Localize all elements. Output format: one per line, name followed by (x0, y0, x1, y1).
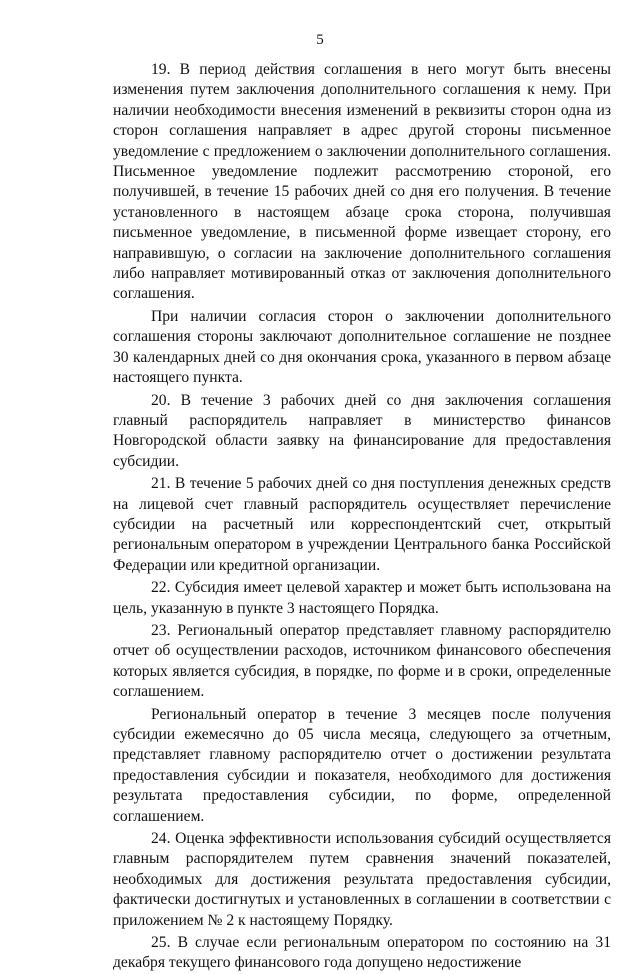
paragraph-19-continuation: При наличии согласия сторон о заключении дополнительного соглашения стороны заключают дополнительное соглашение не позднее 30 календарных дней со дня окончания срока, указанного в первом абзаце настоящего пункта. (113, 307, 611, 387)
paragraph-19: 19. В период действия соглашения в него могут быть внесены изменения путем заключения дополнительного соглашения к нему. При наличии необходимости внесения изменений в реквизиты сторон одна из сторон соглашения направляет в адрес другой стороны письменное уведомление с предложением о заключении дополнительного соглашения. Письменное уведомление подлежит рассмотрению стороной, его получившей, в течение 15 рабочих дней со дня его получения. В течение установленного в настоящем абзаце срока сторона, получившая письменное уведомление, в письменной форме извещает сторону, его направившую, о согласии на заключение дополнительного соглашения либо направляет мотивированный отказ от заключения дополнительного соглашения. (113, 61, 611, 303)
paragraph-24: 24. Оценка эффективности использования субсидий осуществляется главным распорядителем путем сравнения значений показателей, необходимых для достижения результата предоставления субсидии, фактически достигнутых и установленных в соглашении в соответствии с приложением № 2 к настоящему Порядку. (113, 830, 611, 929)
paragraph-21: 21. В течение 5 рабочих дней со дня поступления денежных средств на лицевой счет главный распорядитель осуществляет перечисление субсидии на расчетный или корреспондентский счет, открытый региональным оператором в учреждении Центрального банка Российской Федерации или кредитной организации. (113, 475, 611, 574)
document-body (113, 60, 611, 974)
paragraph-25: 25. В случае если региональным оператором по состоянию на 31 декабря текущего финансового года допущено недостижение (113, 934, 611, 972)
paragraph-22: 22. Субсидия имеет целевой характер и может быть использована на цель, указанную в пункте 3 настоящего Порядка. (113, 579, 611, 617)
paragraph-23: 23. Региональный оператор представляет главному распорядителю отчет об осуществлении расходов, источником финансового обеспечения которых является субсидия, в порядке, по форме и в сроки, определенные соглашением. (113, 621, 611, 701)
page-number: 5 (316, 32, 324, 48)
paragraph-23-continuation: Региональный оператор в течение 3 месяцев после получения субсидии ежемесячно до 05 числа месяца, следующего за отчетным, представляет главному распорядителю отчет о достижении результата предоставления субсидии и показателя, необходимого для достижения результата предоставления субсидии, по форме, определенной соглашением. (113, 705, 611, 825)
paragraph-20: 20. В течение 3 рабочих дней со дня заключения соглашения главный распорядитель направляет в министерство финансов Новгородской области заявку на финансирование для предоставления субсидии. (113, 391, 611, 470)
